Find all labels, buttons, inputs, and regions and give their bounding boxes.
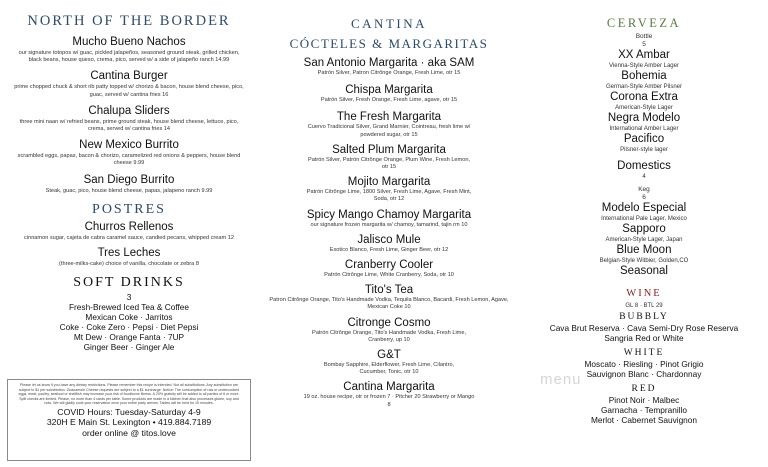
item-description: Bombay Sapphire, Elderflower, Fresh Lime, Cilantro, Cucumber, Tonic, otr 10 <box>323 362 455 376</box>
item-description: our signature frozen margarita w/ chamoy, tamarind, tajin rm 10 <box>310 221 468 228</box>
wine-heading: WINE <box>626 288 662 299</box>
item-description: three mini naan w/ refried beans, prime ground steak, house blend cheese, lettuce, pico, crema, served w/ cantina fries 14 <box>19 118 239 133</box>
menu-item <box>258 111 520 138</box>
cocteles-margaritas-heading: CÓCTELES & MARGARITAS <box>289 36 489 51</box>
beer-item <box>520 202 768 223</box>
address-phone: 320H E Main St. Lexington • 419.884.7189 <box>46 417 212 427</box>
beer-style: Belgian-Style Witbier, Golden,CO <box>599 258 689 264</box>
beer-style: German-Style Amber Pilsner <box>605 84 683 90</box>
item-name: Cranberry Cooler <box>344 259 434 272</box>
beer-name: XX Ambar <box>618 49 670 61</box>
wine-line: Moscato · Riesling · Pinot Grigio <box>584 359 704 369</box>
beer-name: Negra Modelo <box>607 112 681 124</box>
wine-line: Merlot · Cabernet Sauvignon <box>590 415 698 425</box>
item-name: Tres Leches <box>97 247 161 260</box>
wine-line: Pinot Noir · Malbec <box>608 395 680 405</box>
item-description: Patrón Silver, Fresh Orange, Fresh Lime, agave, otr 15 <box>320 97 458 104</box>
menu-item <box>258 176 520 203</box>
menu-item <box>0 105 258 133</box>
north-of-the-border-heading: NORTH OF THE BORDER <box>27 13 231 29</box>
item-name: New Mexico Burrito <box>79 139 179 152</box>
menu-item <box>258 234 520 254</box>
beer-style: American-Style Lager <box>615 105 673 111</box>
menu-item <box>258 349 520 376</box>
soft-drink-line: Mt Dew · Orange Fanta · 7UP <box>73 332 185 343</box>
info-box <box>7 379 251 461</box>
item-name: Chispa Margarita <box>345 84 433 97</box>
wine-line: Sauvignon Blanc · Chardonnay <box>586 369 702 379</box>
menu-item <box>258 144 520 171</box>
beer-item <box>520 91 768 112</box>
item-name: Spicy Mango Chamoy Margarita <box>306 208 472 221</box>
item-name: Citronge Cosmo <box>347 316 431 329</box>
order-online-link[interactable]: order online @ titos.love <box>82 427 176 438</box>
beer-name: Modelo Especial <box>601 202 687 214</box>
item-name: Cantina Burger <box>90 70 168 83</box>
item-name: G&T <box>377 349 401 362</box>
item-name: San Diego Burrito <box>83 173 175 186</box>
menu-item <box>258 57 520 77</box>
left-column <box>0 0 258 467</box>
wine-price: GL 8 · BTL 29 <box>625 303 663 309</box>
beer-style: International Pale Lager, Mexico <box>601 216 687 222</box>
bubbly-heading: BUBBLY <box>619 312 669 322</box>
covid-hours: COVID Hours: Tuesday-Saturday 4-9 <box>57 406 201 417</box>
beer-item <box>520 244 768 265</box>
beer-item <box>520 223 768 244</box>
menu-item <box>258 259 520 279</box>
wine-line: Cava Brut Reserva · Cava Semi-Dry Rose Reserva <box>549 323 739 333</box>
beer-style: International Amber Lager <box>609 126 679 132</box>
soft-drink-line: Ginger Beer · Ginger Ale <box>83 342 175 353</box>
item-name: Tito's Tea <box>364 284 414 297</box>
keg-label: Keg <box>638 186 650 193</box>
item-description: scrambled eggs, papas, bacon & chorizo, caramelized red onions & peppers, house blend cheese 9.99 <box>17 153 241 167</box>
cerveza-heading: CERVEZA <box>606 16 682 30</box>
item-name: Chalupa Sliders <box>88 104 170 117</box>
item-description: Patrón Citrônge Lime, 1800 Silver, Fresh Lime, Agave, Fresh Mint, Soda, otr 12 <box>306 189 472 203</box>
white-heading: WHITE <box>623 348 665 358</box>
item-name: Mucho Bueno Nachos <box>72 36 186 48</box>
keg-price: 6 <box>642 194 646 201</box>
soft-drinks-heading: SOFT DRINKS <box>73 275 185 291</box>
red-heading: RED <box>631 384 657 394</box>
item-description: prime chopped chuck & short rib patty topped w/ chorizo & bacon, house blend cheese, pico, guac, served w/ cantina fries 16 <box>14 84 244 98</box>
item-description: 19 oz. house recipe, otr or frozen 7 · Pitcher 20 Strawberry or Mango 8 <box>303 394 475 408</box>
beer-style: Pilsner-style lager <box>620 147 668 153</box>
menu-item <box>0 174 258 195</box>
menu-item <box>258 209 520 229</box>
menu-item <box>258 84 520 104</box>
item-name: Salted Plum Margarita <box>332 143 446 156</box>
soft-drink-line: Fresh-Brewed Iced Tea & Coffee <box>68 302 190 313</box>
soft-drink-line: Mexican Coke · Jarritos <box>85 312 173 323</box>
beer-name: Bohemia <box>621 70 667 82</box>
item-description: Cuervo Tradicional Silver, Grand Marnier, Cointreau, fresh lime w/ powdered sugar, otr 15 <box>307 124 471 138</box>
item-description: Patrón Citrônge Lime, White Cranberry, Soda, otr 10 <box>324 272 454 279</box>
item-description: Steak, guac, pico, house blend cheese, papas, jalapeno ranch 9.99 <box>45 187 213 194</box>
beer-item <box>520 112 768 133</box>
menu-item <box>0 36 258 64</box>
item-description: Exotico Blanco, Fresh Lime, Ginger Beer, otr 12 <box>329 246 449 253</box>
wine-line: Sangria Red or White <box>604 333 684 343</box>
beer-name: Blue Moon <box>616 244 672 256</box>
bottle-price: 5 <box>642 41 646 48</box>
item-name: The Fresh Margarita <box>336 111 442 124</box>
item-description: Patrón Silver, Patrón Citrônge Orange, Plum Wine, Fresh Lemon, otr 15 <box>308 156 470 171</box>
cantina-heading: CANTINA <box>351 16 427 31</box>
beer-style: American-Style Lager, Japan <box>605 237 683 243</box>
right-column <box>520 0 768 467</box>
postres-heading: POSTRES <box>92 201 166 217</box>
menu-item <box>258 317 520 344</box>
beer-style: Vienna-Style Amber Lager <box>609 63 679 69</box>
menu-item <box>0 139 258 167</box>
beer-name: Sapporo <box>622 223 666 235</box>
watermark: menu <box>540 371 582 388</box>
middle-column <box>258 0 520 467</box>
menu-item <box>0 70 258 98</box>
beer-item <box>520 49 768 70</box>
menu-item <box>0 221 258 242</box>
dietary-notice: Please let us know if you have any dietary restrictions. Please remember this recipe is intended. Not all substitutions. Any substitution are subject to $1 per substitution. Guacamole Cheese requests are subject to a $1 surcharge. Notice: The consumption of raw or undercooked eggs, meat, poultry, seafood or shellfish may increase your risk of foodborne illness. A 20% gratuity will be added to all parties of 6 or more. Split checks are limited. Please, no more than 4 cards per table. Some products are made in a kitchen that also processes gluten, soy and nuts. We will gladly cook your reservation once your entire party arrives. Tables will be held for 15 minutes. <box>18 383 240 405</box>
beer-item <box>520 70 768 91</box>
item-description: Patrón Citrônge Orange, Tito's Handmade Vodka, Fresh Lime, Cranberry, up 10 <box>311 329 467 343</box>
soft-drink-line: Coke · Coke Zero · Pepsi · Diet Pepsi <box>59 322 199 333</box>
item-name: San Antonio Margarita · aka SAM <box>303 57 475 69</box>
item-name: Mojito Margarita <box>347 176 431 189</box>
bottle-label: Bottle <box>635 33 653 40</box>
domestics-price: 4 <box>642 174 646 180</box>
item-name: Cantina Margarita <box>343 381 435 394</box>
domestics-label: Domestics <box>617 160 671 172</box>
item-description: Patrón Silver, Patron Citrônge Orange, Fresh Lime, otr 15 <box>317 70 461 76</box>
seasonal-label: Seasonal <box>620 265 668 277</box>
item-name: Churros Rellenos <box>84 220 174 233</box>
item-name: Jalisco Mule <box>357 233 421 246</box>
menu-item <box>258 284 520 311</box>
item-description: Patron Citrônge Orange, Tito's Handmade Vodka, Tequila Blanco, Bacardi, Fresh Lemon, Agave, Mexican Coke 10 <box>269 297 509 311</box>
soft-drinks-price: 3 <box>126 292 132 303</box>
item-description: our signature totopos w/ guac, pickled jalapeños, seasoned ground steak, grilled chicken, black beans, house queso, crema, pico, served w/ a side of jalapeño ranch 14.99 <box>18 50 240 64</box>
item-description: (three-milks-cake) choice of vanilla, chocolate or zebra 8 <box>59 261 199 268</box>
beer-name: Pacifico <box>623 133 665 145</box>
menu-item <box>0 247 258 268</box>
menu-item <box>258 381 520 408</box>
beer-item <box>520 133 768 154</box>
item-description: cinnamon sugar, cajeta de cabra caramel sauce, candied pecans, whipped cream 12 <box>24 234 234 241</box>
beer-name: Corona Extra <box>610 91 678 103</box>
wine-line: Garnacha · Tempranillo <box>600 405 688 415</box>
